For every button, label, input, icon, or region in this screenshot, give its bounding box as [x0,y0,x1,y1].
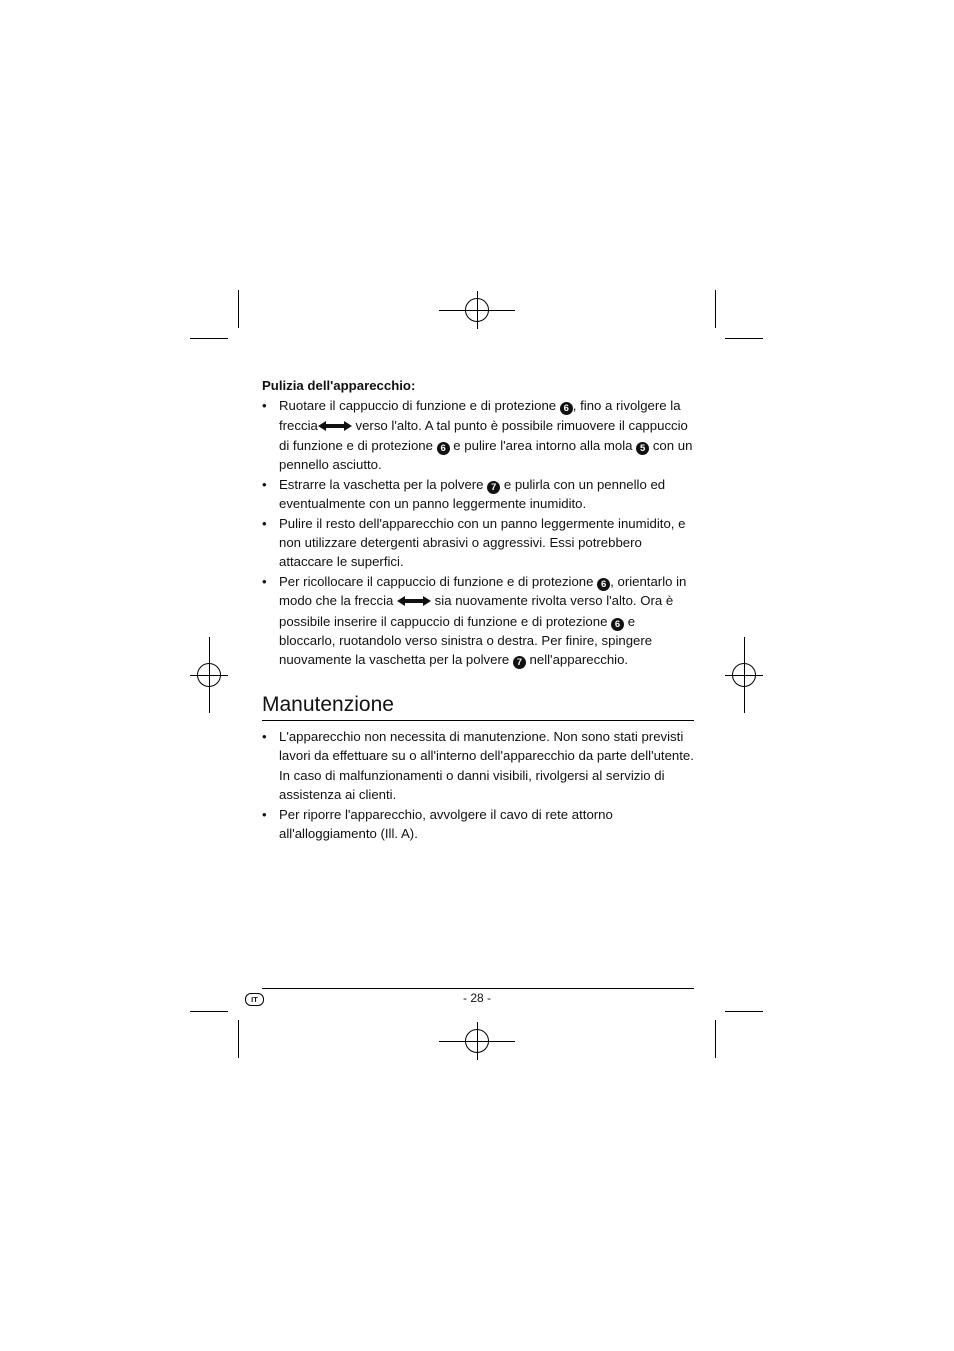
number-badge: 6 [437,442,450,455]
number-badge: 6 [611,618,624,631]
list-item: • L'apparecchio non necessita di manutenzione. Non sono stati previsti lavori da effettuare su o all'interno dell'apparecchio da parte dell'utente. In caso di malfunzionamenti o danni visibili, rivolgersi al servizio di assistenza ai clienti. [262,729,694,803]
page-number: - 28 - [462,991,491,1005]
number-badge: 7 [513,656,526,669]
cleaning-section [262,376,694,670]
bullet: • [262,515,267,531]
bullet: • [262,398,267,414]
language-badge: IT [245,993,264,1006]
cleaning-list [262,396,694,669]
bullet: • [262,476,267,492]
double-arrow-icon [318,417,352,436]
list-item: • Pulire il resto dell'apparecchio con un panno leggermente inumidito, e non utilizzare detergenti abrasivi o aggressivi. Essi potrebbero attaccare le superfici. [262,515,686,570]
bullet: • [262,729,267,744]
list-item: • Per ricollocare il cappuccio di funzione e di protezione 6 , orientarlo in modo che la freccia sia nuovamente rivolta verso l'alto. Ora è possibile inserire il cappuccio di funzione e di protezione 6 e bloccarlo, ruotandolo verso sinistra o destra. Per finire, spingere nuovamente la vaschetta per la polvere 7 nell'apparecchio. [262,573,687,669]
number-badge: 6 [560,402,573,415]
bullet: • [262,573,267,589]
footer-rule [262,988,694,989]
list-item: • Estrarre la vaschetta per la polvere 7 e pulirla con un pennello ed eventualmente con un panno leggermente inumidito. [262,476,666,512]
maintenance-title: Manutenzione [262,691,694,721]
double-arrow-icon [397,592,431,611]
number-badge: 7 [487,481,500,494]
list-item: • Per riporre l'apparecchio, avvolgere il cavo di rete attorno all'alloggiamento (Ill. A). [262,806,613,842]
cleaning-heading: Pulizia dell'apparecchio: [262,378,416,393]
number-badge: 6 [597,578,610,591]
bullet: • [262,806,267,822]
maintenance-section [262,727,694,843]
number-badge: 5 [636,442,649,455]
maintenance-list [262,727,694,843]
list-item: • Ruotare il cappuccio di funzione e di protezione 6 , fino a rivolgere la freccia verso l'alto. A tal punto è possibile rimuovere il cappuccio di funzione e di protezione 6 e pulire l'area intorno alla mola 5 con un pennello asciutto. [262,398,693,473]
